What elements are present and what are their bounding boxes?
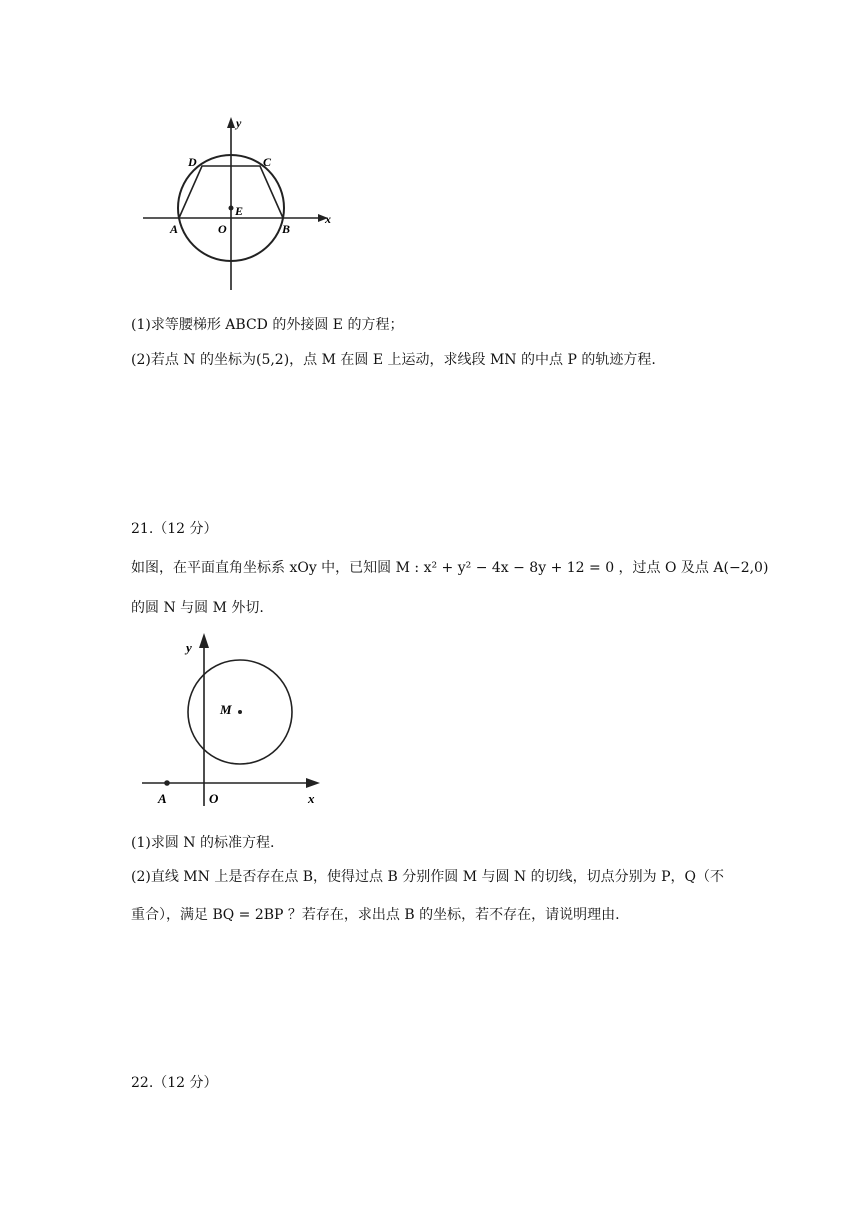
q21-part2-line2: 重合），满足 BQ = 2BP ？若存在，求出点 B 的坐标，若不存在，请说明理由. — [131, 907, 620, 923]
q21-part1: (1)求圆 N 的标准方程. — [131, 835, 275, 851]
y-axis-2-arrow — [199, 633, 209, 648]
figure-trapezoid-circle — [138, 112, 338, 294]
q20-part2: (2)若点 N 的坐标为(5,2)，点 M 在圆 E 上运动，求线段 MN 的中点 P 的轨迹方程. — [131, 352, 656, 368]
label-x: x — [325, 212, 331, 226]
label-a: A — [170, 222, 179, 236]
q21-intro-line1: 如图，在平面直角坐标系 xOy 中，已知圆 M : x² + y² − 4x − 8y + 12 = 0 ，过点 O 及点 A(−2,0) — [131, 560, 769, 576]
point-a — [164, 780, 170, 786]
x-axis-2-arrow — [306, 778, 320, 788]
point-e — [229, 206, 234, 211]
label-e: E — [235, 204, 244, 218]
label-o: O — [218, 222, 227, 236]
label-y-2: y — [186, 640, 192, 655]
label-b: B — [282, 222, 291, 236]
label-d: D — [188, 155, 197, 169]
label-y: y — [236, 116, 242, 130]
label-a-2: A — [158, 791, 167, 806]
figure-circle-m — [138, 628, 328, 808]
label-o-2: O — [209, 791, 219, 806]
y-axis-arrow — [227, 117, 235, 128]
q22-header: 22.（12 分） — [131, 1075, 218, 1091]
q21-header: 21.（12 分） — [131, 521, 218, 537]
label-m: M — [220, 702, 232, 717]
q21-part2-line1: (2)直线 MN 上是否存在点 B，使得过点 B 分别作圆 M 与圆 N 的切线，切点分别为 P，Q（不 — [131, 869, 724, 885]
label-x-2: x — [308, 791, 315, 806]
label-c: C — [263, 155, 272, 169]
q20-part1: (1)求等腰梯形 ABCD 的外接圆 E 的方程； — [131, 317, 404, 333]
point-m — [238, 710, 242, 714]
q21-intro-line2: 的圆 N 与圆 M 外切. — [131, 600, 264, 616]
